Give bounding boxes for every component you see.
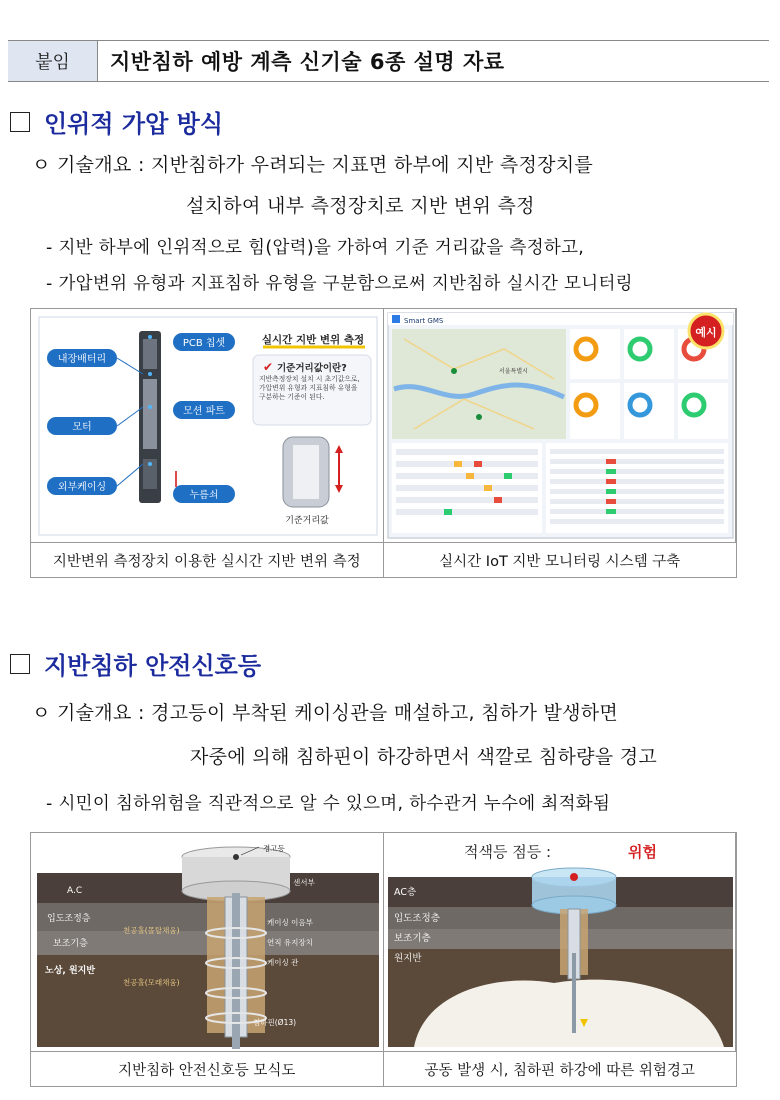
label-pcb [173,333,235,351]
section1-overview-line2: 설치하여 내부 측정장치로 지반 변위 측정 [186,195,535,217]
label-battery [47,349,117,367]
svg-text:위험: 위험 [627,843,657,861]
label-motor [47,417,117,435]
svg-text:외부케이싱: 외부케이싱 [57,482,107,493]
svg-text:PCB 칩셋: PCB 칩셋 [182,338,226,349]
svg-text:입도조정층: 입도조정층 [393,913,440,924]
svg-text:A.C: A.C [67,886,83,896]
section2-title [10,646,261,681]
label-motion-part [173,401,235,419]
section2-bullet1: - 시민이 침하위험을 직관적으로 알 수 있으며, 하수관거 누수에 최적화됨 [46,794,611,814]
svg-text:천공홀(모래채움): 천공홀(모래채움) [123,978,180,987]
svg-text:기준거리값: 기준거리값 [285,516,329,526]
svg-text:연직 유지장치: 연직 유지장치 [267,938,313,947]
svg-text:보조기층: 보조기층 [393,933,431,944]
svg-text:예시: 예시 [694,326,717,339]
svg-text:내장배터리: 내장배터리 [57,354,107,365]
section1-bullet1: - 지반 하부에 인위적으로 힘(압력)을 가하여 기준 거리값을 측정하고, [46,238,585,258]
svg-text:천공홀(몰탈채움): 천공홀(몰탈채움) [123,926,180,935]
section1-title-text: 인위적 가압 방식 [44,110,223,138]
svg-text:입도조정층: 입도조정층 [47,914,91,924]
checkbox-square-icon [10,654,30,674]
figure2-caption-right: 공동 발생 시, 침하핀 하강에 따른 위험경고 [384,1051,737,1087]
svg-text:경고등: 경고등 [263,844,285,853]
section2-overview-line1: ㅇ 기술개요 : 경고등이 부착된 케이싱관을 매설하고, 침하가 발생하면 [32,702,619,724]
checkbox-square-icon [10,112,30,132]
svg-text:모터: 모터 [72,422,92,433]
danger-warning-illustration [384,833,737,1051]
figure1-caption-right: 실시간 IoT 지반 모니터링 시스템 구축 [384,542,737,578]
svg-text:Smart GMS: Smart GMS [403,317,443,325]
attachment-tag: 붙임 [8,41,98,81]
svg-text:실시간 지반 변위 측정: 실시간 지반 변위 측정 [261,334,365,346]
app-logo-icon [392,315,400,323]
label-outer-casing [47,477,117,495]
svg-text:누름쇠: 누름쇠 [189,490,219,501]
svg-text:적색등 점등 :: 적색등 점등 : [463,843,551,861]
svg-text:센서부: 센서부 [293,878,315,887]
section2-figure-table [30,832,737,1087]
section2-title-text: 지반침하 안전신호등 [44,652,262,680]
section1-title [10,104,223,139]
svg-text:케이싱 관: 케이싱 관 [267,958,299,967]
section2-overview-line2: 자중에 의해 침하핀이 하강하면서 색깔로 침하량을 경고 [190,746,658,768]
svg-text:AC층: AC층 [393,887,416,898]
document-header [8,40,769,82]
document-title: 지반침하 예방 계측 신기술 6종 설명 자료 [110,50,505,74]
section1-bullet2: - 가압변위 유형과 지표침하 유형을 구분함으로써 지반침하 실시간 모니터링 [46,274,633,294]
safety-signal-schematic [31,833,384,1051]
svg-text:모션 파트: 모션 파트 [183,406,225,417]
svg-text:노상, 원지반: 노상, 원지반 [45,966,96,976]
svg-text:원지반: 원지반 [393,953,422,964]
label-presser [173,485,235,503]
section1-overview-line1: ㅇ 기술개요 : 지반침하가 우려되는 지표면 하부에 지반 측정장치를 [32,154,594,176]
device-diagram: 내장배터리 모터 외부케이싱 PCB 칩셋 모션 파트 누름쇠 실시간 지반 변위 측정 ✔ 기준거리값이란? 지반측정장치 설치 시 초기값으로, 가압변위 유형과 지표침하 유형을 구분하는 기준이 된다. 기준거리값 [31,309,384,542]
svg-text:기준거리값이란?: 기준거리값이란? [277,363,347,374]
figure1-caption-left: 지반변위 측정장치 이용한 실시간 지반 변위 측정 [31,542,384,578]
svg-text:케이싱 이음부: 케이싱 이음부 [267,918,313,927]
svg-text:서울특별시: 서울특별시 [498,368,528,375]
svg-text:✔: ✔ [263,360,274,374]
section1-figure-table [30,308,737,578]
monitoring-dashboard [384,309,737,542]
svg-text:침하핀(Ø13): 침하핀(Ø13) [253,1018,297,1027]
figure2-caption-left: 지반침하 안전신호등 모식도 [31,1051,384,1087]
svg-text:보조기층: 보조기층 [53,939,88,949]
